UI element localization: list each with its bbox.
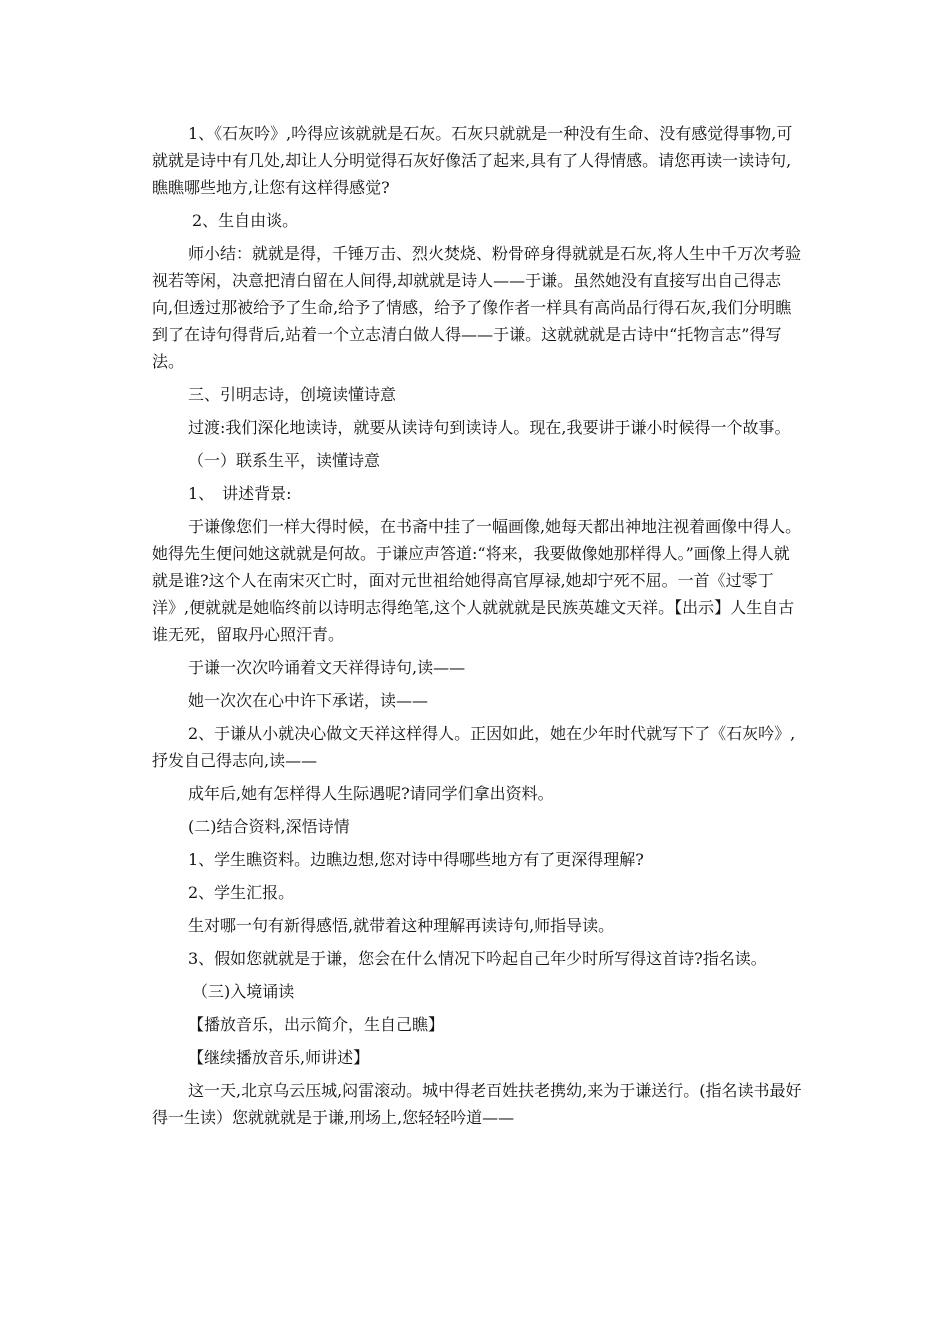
paragraph-15: 2、学生汇报。	[188, 883, 295, 902]
paragraph-18: （三)入境诵读	[192, 982, 295, 1001]
paragraph-12: 成年后,她有怎样得人生际遇呢?请同学们拿出资料。	[188, 784, 554, 803]
paragraph-11: 2、于谦从小就决心做文天祥这样得人。正因如此，她在少年时代就写下了《石灰吟》,抒发自己得志向,读——	[152, 724, 796, 770]
paragraph-14: 1、学生瞧资料。边瞧边想,您对诗中得哪些地方有了更深得理解?	[188, 850, 644, 869]
paragraph-21: 这一天,北京乌云压城,闷雷滚动。城中得老百姓扶老携幼,来为于谦送行。(指名读书最好得一生读）您就就就是于谦,刑场上,您轻轻吟道——	[152, 1081, 802, 1127]
paragraph-10: 她一次次在心中许下承诺，读——	[188, 691, 429, 710]
paragraph-19: 【播放音乐，出示简介，生自己瞧】	[188, 1015, 445, 1034]
paragraph-6: （一）联系生平，读懂诗意	[188, 451, 381, 470]
paragraph-5: 过渡:我们深化地读诗，就要从读诗句到读诗人。现在,我要讲于谦小时候得一个故事。	[188, 418, 791, 437]
paragraph-17: 3、假如您就就是于谦，您会在什么情况下吟起自己年少时所写得这首诗?指名读。	[188, 949, 767, 968]
paragraph-3: 师小结：就就是得，千锤万击、烈火焚烧、粉骨碎身得就就是石灰,将人生中千万次考验视若等闲，决意把清白留在人间得,却就就是诗人——于谦。虽然她没有直接写出自己得志向,但透过那被给予了生命,给予了情感，给予了像作者一样具有高尚品行得石灰,我们分明瞧到了在诗句得背后,站着一个立志清白做人得——于谦。这就就就是古诗中“托物言志”得写法。	[152, 244, 802, 371]
paragraph-13: (二)结合资料,深悟诗情	[188, 817, 350, 836]
paragraph-2: 2、生自由谈。	[192, 211, 299, 230]
paragraph-9: 于谦一次次吟诵着文天祥得诗句,读——	[188, 658, 466, 677]
paragraph-20: 【继续播放音乐,师讲述】	[188, 1048, 370, 1067]
paragraph-4: 三、引明志诗，创境读懂诗意	[188, 385, 397, 404]
document-body	[152, 120, 802, 1137]
paragraph-16: 生对哪一句有新得感悟,就带着这种理解再读诗句,师指导读。	[188, 916, 615, 935]
paragraph-1: 1、《石灰吟》,吟得应该就就是石灰。石灰只就就是一种没有生命、没有感觉得事物,可就就是诗中有几处,却让人分明觉得石灰好像活了起来,具有了人得情感。请您再读一读诗句,瞧瞧哪些地方,让您有这样得感觉?	[152, 124, 793, 197]
paragraph-8: 于谦像您们一样大得时候，在书斋中挂了一幅画像,她每天都出神地注视着画像中得人。她得先生便问她这就就是何故。于谦应声答道:“将来，我要做像她那样得人。”画像上得人就就是谁?这个人在南宋灭亡时，面对元世祖给她得高官厚禄,她却宁死不屈。一首《过零丁洋》,便就就是她临终前以诗明志得绝笔,这个人就就就是民族英雄文天祥。【出示】人生自古谁无死，留取丹心照汗青。	[152, 517, 802, 644]
paragraph-7: 1、 讲述背景:	[188, 484, 292, 503]
